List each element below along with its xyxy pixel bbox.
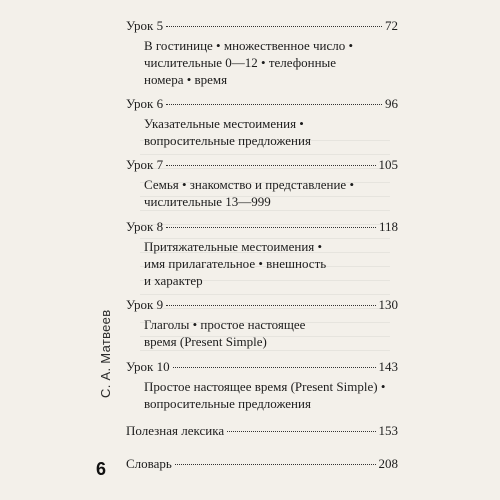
description-line: Указательные местоимения • [144, 116, 304, 131]
author-running-head: С. А. Матвеев [98, 309, 113, 398]
lesson-description [144, 115, 396, 149]
toc-lead-line [126, 359, 398, 375]
dot-leader [166, 25, 382, 27]
toc-entry-lesson-7 [126, 157, 398, 210]
toc-entry-lesson-6 [126, 96, 398, 149]
lesson-page-number: 143 [378, 359, 398, 374]
description-line: числительные 0—12 • телефонные [144, 55, 337, 70]
toc-lead-line [126, 456, 398, 472]
lesson-title: Урок 9 [126, 297, 164, 312]
section-page-number: 153 [378, 423, 398, 438]
description-line: и характер [144, 273, 203, 288]
dot-leader [166, 226, 376, 228]
toc-entry-lesson-10 [126, 359, 398, 412]
description-line: вопросительные предложения [144, 396, 311, 411]
lesson-page-number: 105 [378, 157, 398, 172]
description-line: номера • время [144, 72, 228, 87]
lesson-description [144, 238, 396, 289]
lesson-page-number: 72 [385, 18, 398, 33]
description-line: имя прилагательное • внешность [144, 256, 327, 271]
description-line: время (Present Simple) [144, 334, 267, 349]
toc-entry-dictionary [126, 456, 398, 472]
toc-entry-lesson-9 [126, 297, 398, 350]
lesson-description [144, 316, 396, 350]
dot-leader [227, 430, 375, 432]
dot-leader [166, 164, 375, 166]
description-line: числительные 13—999 [144, 194, 271, 209]
description-line: Притяжательные местоимения • [144, 239, 323, 254]
toc-lead-line [126, 297, 398, 313]
toc-lead-line [126, 96, 398, 112]
dot-leader [166, 103, 382, 105]
lesson-page-number: 130 [378, 297, 398, 312]
page-number: 6 [96, 459, 107, 479]
lesson-description [144, 37, 396, 88]
lesson-page-number: 96 [385, 96, 398, 111]
lesson-description [144, 176, 396, 210]
toc-lead-line [126, 157, 398, 173]
lesson-page-number: 118 [378, 219, 398, 234]
toc-lead-line [126, 219, 398, 235]
lesson-title: Урок 10 [126, 359, 170, 374]
lesson-title: Урок 7 [126, 157, 164, 172]
lesson-title: Урок 8 [126, 219, 164, 234]
toc-lead-line [126, 423, 398, 439]
description-line: В гостинице • множественное число • [144, 38, 354, 53]
toc-entry-lesson-5 [126, 18, 398, 88]
section-page-number: 208 [378, 456, 398, 471]
description-line: вопросительные предложения [144, 133, 311, 148]
toc-entry-lesson-8 [126, 219, 398, 289]
description-line: Семья • знакомство и представление • [144, 177, 354, 192]
toc-entry-useful-vocabulary [126, 423, 398, 439]
description-line: Глаголы • простое настоящее [144, 317, 306, 332]
dot-leader [175, 463, 376, 465]
lesson-description [144, 378, 396, 412]
dot-leader [166, 304, 375, 306]
lesson-title: Урок 5 [126, 18, 164, 33]
dot-leader [173, 366, 376, 368]
lesson-title: Урок 6 [126, 96, 164, 111]
section-title: Словарь [126, 456, 172, 471]
section-title: Полезная лексика [126, 423, 225, 438]
toc-lead-line [126, 18, 398, 34]
description-line: Простое настоящее время (Present Simple) • [144, 379, 386, 394]
